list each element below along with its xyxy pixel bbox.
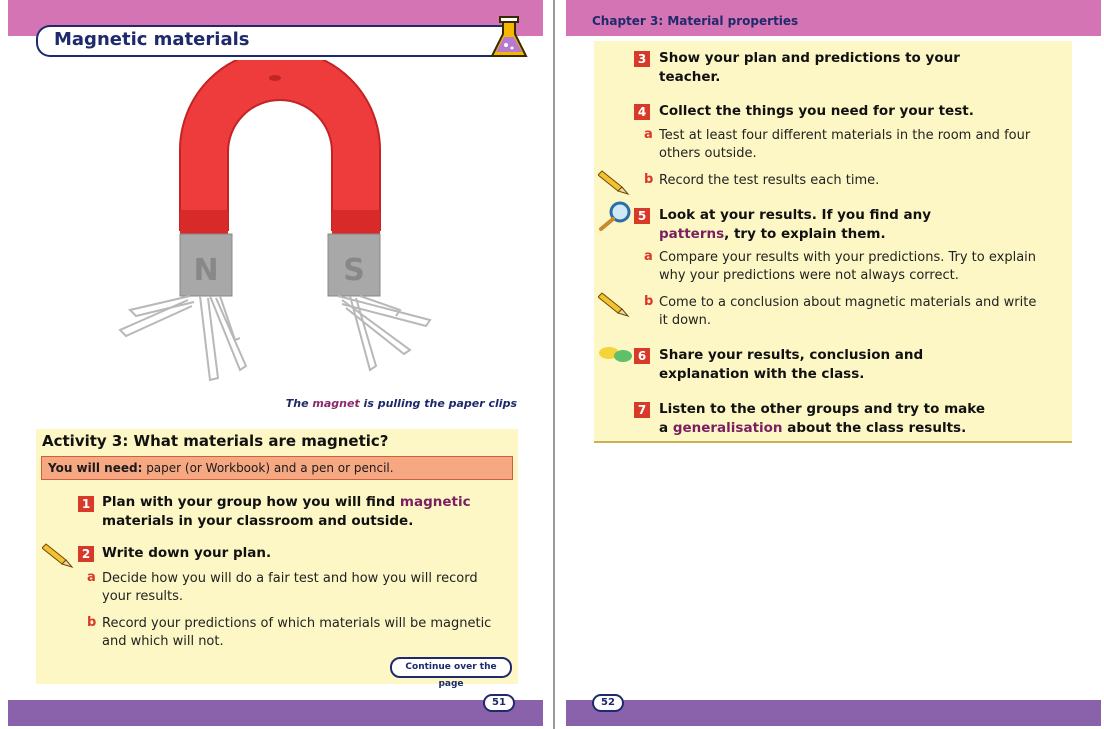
header-band: [566, 0, 1101, 36]
step-number: 7: [634, 402, 650, 418]
step-number: 3: [634, 51, 650, 67]
page-divider: [553, 0, 555, 729]
pencil-icon: [42, 540, 74, 568]
step-6: Share your results, conclusion and explanation with the class.: [659, 347, 924, 382]
step-number: 5: [634, 208, 650, 224]
south-pole-label: S: [343, 253, 365, 288]
sub-step-5a: Compare your results with your predictions. Try to explain why your predictions were not always correct.: [659, 250, 1037, 283]
photo-caption: The magnet is pulling the paper clips: [285, 397, 517, 410]
magnet-photo: [110, 60, 450, 390]
page-title: Magnetic materials: [54, 29, 250, 50]
sub-step-4a: Test at least four different materials in the room and four others outside.: [659, 128, 1031, 161]
step-5: Look at your results. If you find any patterns, try to explain them.: [659, 207, 932, 242]
sub-step-4b: Record the test results each time.: [659, 173, 880, 188]
flask-icon: [486, 12, 532, 60]
sub-letter: a: [644, 249, 653, 264]
north-pole-label: N: [193, 253, 219, 288]
chapter-heading: Chapter 3: Material properties: [592, 14, 799, 28]
footer-band: [8, 697, 543, 726]
keyword-generalisation: generalisation: [672, 420, 783, 436]
sub-step-2a: Decide how you will do a fair test and how you will record your results.: [102, 571, 478, 604]
keyword-patterns: patterns: [659, 226, 725, 242]
continue-over-page-badge: Continue over the page: [390, 657, 512, 678]
sub-letter: b: [644, 172, 654, 187]
sub-letter: b: [644, 294, 654, 309]
magnifying-glass-icon: [598, 201, 634, 231]
you-will-need-box: You will need: paper (or Workbook) and a pen or pencil.: [41, 456, 513, 480]
sub-letter: b: [87, 615, 97, 630]
page-number: 52: [592, 694, 624, 712]
step-3: Show your plan and predictions to your teacher.: [659, 50, 960, 85]
right-page: [558, 0, 1104, 729]
keyword-magnetic: magnetic: [399, 494, 471, 510]
footer-band: [566, 697, 1101, 726]
sub-step-5b: Come to a conclusion about magnetic materials and write it down.: [659, 295, 1037, 328]
step-2: Write down your plan.: [102, 545, 272, 561]
step-7: Listen to the other groups and try to make a generalisation about the class results.: [659, 401, 986, 436]
speech-bubbles-icon: [598, 345, 634, 365]
step-4: Collect the things you need for your test.: [659, 103, 974, 119]
step-number: 1: [78, 496, 94, 512]
activity-title: Activity 3: What materials are magnetic?: [42, 432, 389, 450]
step-number: 6: [634, 348, 650, 364]
sub-letter: a: [644, 127, 653, 142]
step-number: 4: [634, 104, 650, 120]
page-title-bar: [36, 25, 508, 57]
sub-letter: a: [87, 570, 96, 585]
pencil-icon: [598, 289, 630, 317]
caption-keyword: magnet: [312, 397, 360, 410]
step-number: 2: [78, 546, 94, 562]
step-1: Plan with your group how you will find magnetic materials in your classroom and outside.: [102, 494, 471, 529]
sub-step-2b: Record your predictions of which materials will be magnetic and which will not.: [102, 616, 492, 649]
activity-continued-panel: [594, 41, 1072, 443]
page-number: 51: [483, 694, 515, 712]
pencil-icon: [598, 167, 630, 195]
activity-panel: [36, 429, 518, 689]
